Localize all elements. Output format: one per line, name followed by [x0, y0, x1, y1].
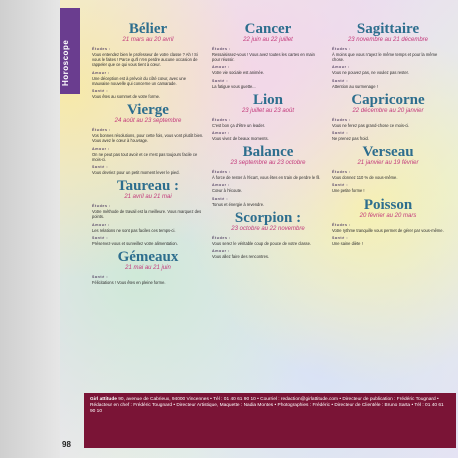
entry-label: Études :: [212, 117, 231, 122]
entry-text: Vous devriez pour un petit moment lever le pied.: [92, 170, 180, 176]
entry-label: Santé :: [212, 196, 229, 201]
sign-name: Scorpion :: [234, 209, 302, 226]
entry-text: Cœur à l'écoute.: [212, 188, 243, 194]
footer-text: 90, avenue de Cabrieux, 94000 Vincennes • Tél : 01 40 61 90 10 • Courriel : redaction@girlattitude.com • Directeur de publication : Frédéric Tougnard • Rédacteur en chef : Frédéric Tougnard • Directeur Artistique, Maquette : Nadia Montes • Photographies : Frédéric • Directeur de Clientèle : Bruno Sarta • Tél : 01 40 61 90 10: [90, 397, 444, 415]
entry-text: Vous serez le véritable coup de pouce de votre classe.: [212, 240, 311, 246]
page-gutter: [0, 0, 60, 458]
publisher-footer: [84, 393, 456, 448]
entry-text: Vous allez faire des rencontres.: [212, 254, 270, 260]
entry-label: Santé :: [332, 78, 349, 83]
section-label: Horoscope: [61, 39, 70, 86]
sign-balance: [212, 145, 324, 167]
sign-lion: [212, 93, 324, 115]
sign-dates: 23 septembre au 23 octobre: [230, 160, 306, 167]
sign-dates: 21 avril au 21 mai: [124, 194, 172, 201]
entry-label: Études :: [212, 235, 231, 240]
entry-text: Ne prenez pas froid.: [332, 136, 369, 142]
entry-label: Amour :: [212, 65, 230, 70]
sign-scorpion: [212, 211, 324, 233]
column-3: [332, 18, 444, 246]
entry-label: Amour :: [212, 183, 230, 188]
entry-text: Votre méthode de travail est la meilleure. Vous marquez des points.: [92, 209, 202, 220]
entry-text: Une déception est à prévoir du côté cœur, avec une mauvaise nouvelle qui concerne un camarade.: [92, 75, 186, 86]
entry-text: On ne peut pas tout avoir et ce n'est pas toujours facile ce mois-ci.: [92, 151, 198, 162]
sign-name: Verseau: [362, 144, 414, 161]
entry-label: Amour :: [212, 131, 230, 136]
sign-name: Cancer: [244, 21, 292, 37]
entry-text: Votre vie sociale est animée.: [212, 70, 265, 76]
entry-label: Études :: [212, 170, 231, 175]
sign-belier: [92, 22, 204, 44]
entry-text: Les relations ne sont pas faciles ces temps-ci.: [92, 227, 176, 233]
entry-text: Une saine diète !: [332, 240, 363, 246]
column-2: [212, 18, 324, 259]
sign-poisson: [332, 198, 444, 220]
entry-text: Vous donnez 110 % de vous-même.: [332, 175, 398, 181]
entry-text: Vous vivez de beaux moments.: [212, 136, 269, 142]
entry-label: Études :: [212, 47, 231, 51]
entry-label: Études :: [332, 117, 351, 122]
sign-name: Bélier: [128, 21, 168, 37]
entry-label: Études :: [332, 47, 351, 51]
entry-text: Attention au surmenage !: [332, 83, 378, 89]
sign-taureau: [92, 179, 204, 201]
entry-label: Amour :: [332, 65, 350, 70]
entry-text: C'est bon ça d'être un leader.: [212, 122, 265, 128]
entry-text: Vous êtes au sommet de votre forme.: [92, 94, 161, 100]
entry-text: Votre rythme tranquille vous permet de gérer par vous-même.: [332, 227, 444, 233]
entry-label: Santé :: [92, 89, 109, 94]
sign-dates: 21 janvier au 19 février: [357, 160, 419, 167]
sign-name: Lion: [252, 91, 283, 108]
entry-text: Une petite forme !: [332, 188, 365, 194]
entry-label: Santé :: [92, 165, 109, 170]
sign-name: Vierge: [127, 102, 169, 119]
sign-dates: 22 juin au 22 juillet: [243, 37, 293, 43]
entry-text: Ressaisissez-vous ! Vous avez toutes les cartes en main pour réussir.: [212, 52, 315, 63]
entry-label: Études :: [92, 128, 111, 133]
sign-cancer: [212, 22, 324, 44]
sign-vierge: [92, 103, 204, 125]
page-number: 98: [62, 440, 71, 449]
sign-capricorne: [332, 93, 444, 115]
entry-label: Études :: [332, 222, 351, 227]
sign-dates: 23 novembre au 21 décembre: [347, 37, 429, 43]
entry-text: Félicitations ! Vous êtes en pleine forme.: [92, 280, 166, 286]
entry-label: Études :: [92, 204, 111, 209]
sign-name: Poisson: [363, 196, 413, 213]
sign-sagittaire: [332, 22, 444, 44]
entry-label: Santé :: [92, 235, 109, 240]
sign-gemeaux: [92, 250, 204, 272]
entry-text: La fatigue vous guette...: [212, 83, 256, 89]
entry-text: Vous ne ferez pas grand-chose ce mois-ci.: [332, 122, 410, 128]
column-1: [92, 18, 204, 285]
sign-dates: 24 août au 23 septembre: [114, 118, 182, 125]
entry-label: Santé :: [92, 275, 109, 280]
sign-dates: 22 décembre au 20 janvier: [352, 107, 424, 114]
entry-label: Études :: [92, 47, 111, 51]
sign-dates: 23 octobre au 22 novembre: [231, 225, 305, 232]
entry-text: Vous entendez bien le professeur de votre classe ? Ah ! Si vous le faites ! Parce qu'il n'en perdre aucune occasion de rappeler que ce qui vous tient à cœur.: [92, 52, 198, 68]
sign-dates: 23 juillet au 23 août: [241, 107, 295, 114]
sign-name: Gémeaux: [117, 249, 179, 266]
entry-label: Amour :: [92, 222, 110, 227]
entry-text: À moins que vous n'ayez le même temps et pour la même chose.: [332, 52, 438, 63]
sign-name: Balance: [242, 144, 294, 161]
entry-label: Santé :: [332, 235, 349, 240]
entry-label: Amour :: [92, 146, 110, 151]
sign-name: Sagittaire: [356, 21, 420, 37]
sign-verseau: [332, 145, 444, 167]
entry-text: À force de rester à l'écart, vous êtes en train de perdre le fil.: [212, 175, 321, 181]
sign-name: Taureau :: [116, 178, 180, 195]
footer-title: Girl attitude: [90, 397, 117, 402]
entry-text: Tonus et énergie à revendre.: [212, 201, 265, 207]
entry-text: Préservez-vous et surveillez votre alimentation.: [92, 240, 178, 246]
sign-dates: 21 mars au 20 avril: [122, 37, 174, 43]
entry-text: Vous ne pouvez pas, ne voulez pas rester.: [332, 70, 409, 76]
entry-label: Amour :: [92, 70, 110, 75]
entry-label: Santé :: [212, 78, 229, 83]
sign-dates: 21 mai au 21 juin: [125, 265, 171, 272]
sign-dates: 20 février au 20 mars: [359, 212, 417, 219]
sign-name: Capricorne: [351, 91, 425, 108]
entry-text: Vos bonnes résolutions, pour cette fois, vous vont plutôt bien. Vous avez le cœur à l'ouvrage.: [92, 133, 204, 144]
entry-label: Santé :: [332, 131, 349, 136]
entry-label: Études :: [332, 170, 351, 175]
entry-label: Amour :: [212, 249, 230, 254]
entry-label: Santé :: [332, 183, 349, 188]
section-tab: [60, 8, 80, 94]
